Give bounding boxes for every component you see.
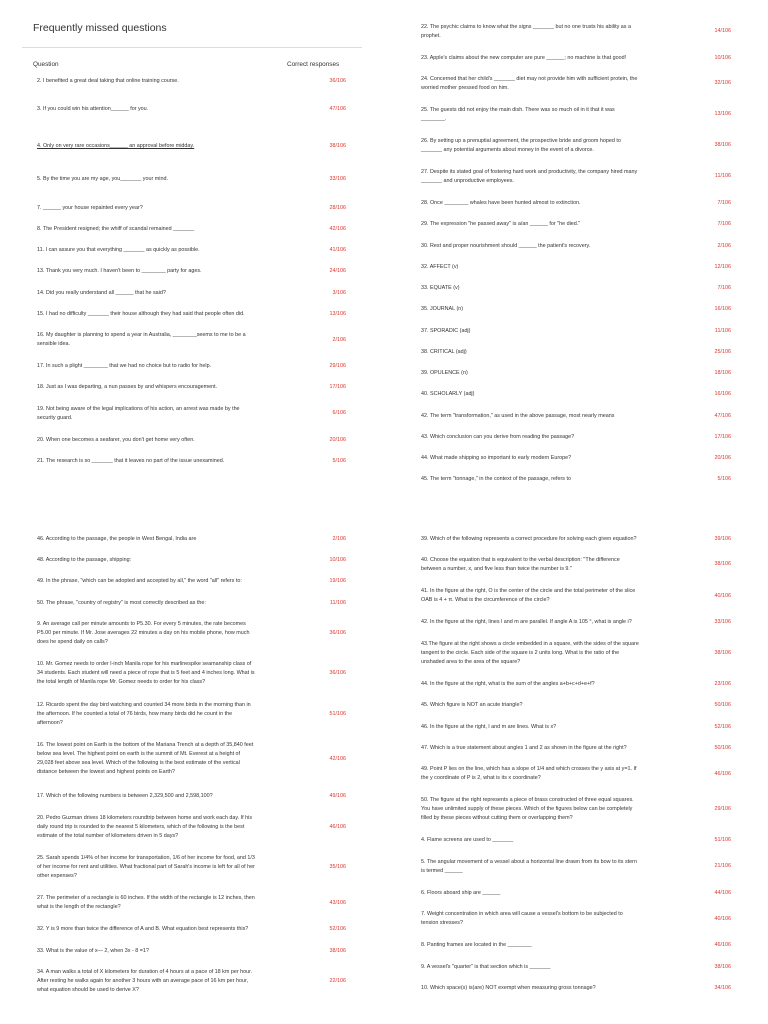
correct-response-count: 38/106 [714,561,731,567]
question-text: 50. The figure at the right represents a piece of brass constructed of three equal squares. You have unlimited supply of these pieces. Which of the figures below can be completely filled by these pieces without cutting them or overlapping them? [421,797,634,821]
correct-response-count: 52/106 [329,926,346,932]
question-text: 43.The figure at the right shows a circle embedded in a square, with the sides of the square tangent to the circle. Each side of the square is 2 units long. What is the ratio of the unshaded area to the area of the square? [421,641,639,665]
correct-response-count: 39/106 [714,536,731,542]
question-text: 7. ______ your house repainted every year? [37,205,143,211]
correct-response-count: 38/106 [714,964,731,970]
question-text: 40. SCHOLARLY (adj) [421,391,475,397]
question-text: 42. In the figure at the right, lines l and m are parallel. If angle A is 105 °, what is angle i? [421,619,632,625]
question-text: 26. By setting up a prenuptial agreement, the prospective bride and groom hoped to _______ any potential arguments about money in the event of a divorce. [421,138,621,153]
question-text: 20. Pedro Guzman drives 18 kilometers roundtrip between home and work each day. If his daily round trip is rounded to the nearest 5 kilometers, which of the following is the best estimate of the total number of kilometers driven in 5 days? [37,815,253,839]
correct-response-count: 33/106 [714,619,731,625]
correct-response-count: 18/106 [714,370,731,376]
question-text: 17. Which of the following numbers is between 2,329,500 and 2,598,100? [37,793,213,799]
correct-response-count: 50/106 [714,745,731,751]
correct-response-count: 40/106 [714,593,731,599]
question-text: 28. Once ________ whales have been hunted almost to extinction. [421,200,581,206]
question-text: 9. An average call per minute amounts to P5.30. For every 5 minutes, the rate becomes P5.00 per minute. If Mr. Jose averages 22 minutes a day on his mobile phone, how much does he spend daily on calls? [37,621,250,645]
question-text: 40. Choose the equation that is equivalent to the verbal description: "The difference between a number, x, and five less than twice the number is 9." [421,557,620,572]
correct-response-count: 6/106 [332,410,346,416]
question-text: 33. EQUATE (v) [421,285,460,291]
correct-response-count: 7/106 [717,285,731,291]
correct-response-count: 32/106 [714,80,731,86]
question-text: 25. The guests did not enjoy the main dish. There was so much oil in it that it was ________. [421,107,615,122]
correct-response-count: 13/106 [329,311,346,317]
question-text: 21. The research is so _______ that it leaves no part of the issue unexamined. [37,458,225,464]
correct-response-count: 38/106 [714,650,731,656]
correct-response-count: 29/106 [714,806,731,812]
question-text: 20. When one becomes a seafarer, you don't get home very often. [37,437,195,443]
correct-response-count: 34/106 [714,985,731,991]
correct-response-count: 29/106 [329,363,346,369]
correct-response-count: 24/106 [329,268,346,274]
question-text: 45. The term "tonnage," in the context of the passage, refers to [421,476,571,482]
correct-response-count: 14/106 [714,28,731,34]
question-text: 17. In such a plight ________ that we had no choice but to radio for help. [37,363,212,369]
correct-response-count: 50/106 [714,702,731,708]
correct-response-count: 47/106 [329,106,346,112]
correct-response-count: 51/106 [714,837,731,843]
correct-response-count: 36/106 [329,78,346,84]
correct-response-count: 25/106 [714,349,731,355]
correct-response-count: 28/106 [329,205,346,211]
question-text: 8. The President resigned; the whiff of scandal remained _______ [37,226,195,232]
correct-response-count: 21/106 [714,863,731,869]
question-text: 3. If you could win his attention______ for you. [37,106,149,112]
correct-response-count: 7/106 [717,221,731,227]
question-text: 35. JOURNAL (n) [421,306,464,312]
question-text: 19. Not being aware of the legal implications of his action, an arrest was made by the security guard. [37,406,240,421]
question-text: 27. The perimeter of a rectangle is 60 inches. If the width of the rectangle is 12 inches, then what is the length of the rectangle? [37,895,255,910]
correct-response-count: 38/106 [329,948,346,954]
question-text: 10. Mr. Gomez needs to order I-inch Manila rope for his marlinespike seamanship class of 34 students. Each student will need a piece of rope that is 5 feet and 4 inches long. What is the total length of Manila rope Mr. Gomez needs to order for his class? [37,661,255,685]
correct-response-count: 20/106 [714,455,731,461]
question-text: 6. Floors aboard ship are ______ [421,890,501,896]
correct-response-count: 11/106 [714,173,731,179]
correct-response-count: 46/106 [329,824,346,830]
correct-response-count: 38/106 [329,143,346,149]
correct-response-count: 41/106 [329,247,346,253]
question-text: 48. According to the passage, shipping: [37,557,132,563]
question-text: 49. Point P lies on the line, which has a slope of 1/4 and which crosses the y axis at y=1. If the y coordinate of P is 2, what is its x coordinate? [421,766,637,781]
question-text: 42. The term "transformation," as used in the above passage, most nearly means [421,413,615,419]
question-text: 38. CRITICAL (adj) [421,349,467,355]
question-text: 39. Which of the following represents a correct procedure for solving each given equation? [421,536,637,542]
question-text: 4. Only on very rare occasions______ an approval before midday. [37,143,195,149]
correct-response-count: 11/106 [714,328,731,334]
question-text: 8. Panting frames are located in the ________ [421,942,532,948]
question-text: 44. What made shipping so important to early modern Europe? [421,455,572,461]
question-text: 50. The phrase, "country of registry" is most correctly described as the: [37,600,206,606]
correct-response-count: 19/106 [329,578,346,584]
correct-response-count: 13/106 [714,111,731,117]
question-text: 13. Thank you very much. I haven't been to ________ party for ages. [37,268,202,274]
question-text: 29. The expression "he passed away" is a/an ______ for "he died." [421,221,581,227]
question-text: 43. Which conclusion can you derive from reading the passage? [421,434,575,440]
question-text: 16. My daughter is planning to spend a year in Australia, ________seems to me to be a sensible idea. [37,332,246,347]
correct-response-count: 12/106 [714,264,731,270]
question-text: 45. Which figure is NOT an acute triangle? [421,702,523,708]
question-text: 39. OPULENCE (n) [421,370,468,376]
correct-response-count: 40/106 [714,916,731,922]
question-text: 32. AFFECT (v) [421,264,459,270]
correct-response-count: 35/106 [329,864,346,870]
question-text: 9. A vessel's "quarter" is that section which is _______ [421,964,551,970]
correct-response-count: 16/106 [714,306,731,312]
question-text: 15. I had no difficulty _______ their house although they had said that people often did. [37,311,245,317]
correct-response-count: 52/106 [714,724,731,730]
correct-response-count: 17/106 [329,384,346,390]
question-text: 18. Just as I was departing, a nun passes by and whispers encouragement. [37,384,218,390]
question-text: 41. In the figure at the right, O is the center of the circle and the total perimeter of the slice OAB is 4 + π. What is the circumference of the circle? [421,588,636,603]
question-text: 7. Weight concentration in which area will cause a vessel's bottom to be subjected to tension stresses? [421,911,623,926]
correct-response-count: 33/106 [329,176,346,182]
question-text: 5. By the time you are my age, you_______ your mind. [37,176,168,182]
correct-response-count: 51/106 [329,711,346,717]
correct-response-count: 22/106 [329,978,346,984]
title-divider [22,47,362,48]
question-text: 12. Ricardo spent the day bird watching and counted 34 more birds in the morning than in the afternoon. If he counted a total of 76 birds, how many birds did he count in the afternoon? [37,702,251,726]
question-text: 10. Which space(s) is(are) NOT exempt when measuring gross tonnage? [421,985,596,991]
question-text: 37. SPORADIC (adj) [421,328,471,334]
question-text: 32. Y is 9 more than twice the difference of A and B. What equation best represents this? [37,926,249,932]
correct-response-count: 36/106 [329,630,346,636]
question-text: 47. Which is a true statement about angles 1 and 2 as shown in the figure at the right? [421,745,627,751]
correct-response-count: 46/106 [714,771,731,777]
correct-response-count: 11/106 [329,600,346,606]
question-text: 33. What is the value of x— 2, when 3x - 8 =1? [37,948,149,954]
question-text: 25. Sarah spends 1/4% of her income for transportation, 1/6 of her income for food, and 1/3 of her income for rent and utilities. What fractional part of Sarah's income is left for all of her other expenses? [37,855,255,879]
question-text: 27. Despite its stated goal of fostering hard work and productivity, the company hired many _______ and unproductive employees. [421,169,638,184]
correct-response-count: 5/106 [332,458,346,464]
question-text: 2. I benefited a great deal taking that online training course. [37,78,179,84]
correct-response-count: 23/106 [714,681,731,687]
correct-response-count: 42/106 [329,756,346,762]
question-text: 30. Rest and proper nourishment should ______ the patient's recovery. [421,243,591,249]
column-header-question: Question [33,61,59,68]
correct-response-count: 5/106 [717,476,731,482]
correct-response-count: 17/106 [714,434,731,440]
column-header-correct-responses: Correct responses [287,61,340,68]
correct-response-count: 7/106 [717,200,731,206]
question-text: 22. The psychic claims to know what the signs _______ but no one trusts his ability as a prophet. [421,24,631,39]
correct-response-count: 46/106 [714,942,731,948]
correct-response-count: 16/106 [714,391,731,397]
correct-response-count: 49/106 [329,793,346,799]
correct-response-count: 42/106 [329,226,346,232]
question-text: 44. In the figure at the right, what is the sum of the angles a+b+c+d+e+f? [421,681,595,687]
question-text: 34. A man walks a total of X kilometers for duration of 4 hours at a pace of 18 km per hour. After resting he walks again for another 3 hours with an average pace of 16 km per hour, what equation should be used to derive X? [37,969,253,993]
correct-response-count: 2/106 [332,536,346,542]
question-text: 5. The angular movement of a vessel about a horizontal line drawn from its bow to its stern is termed ______ [421,859,637,874]
correct-response-count: 36/106 [329,670,346,676]
correct-response-count: 2/106 [332,337,346,343]
correct-response-count: 44/106 [714,890,731,896]
page-title: Frequently missed questions [33,22,167,34]
correct-response-count: 10/106 [329,557,346,563]
correct-response-count: 43/106 [329,900,346,906]
correct-response-count: 3/106 [332,290,346,296]
question-text: 46. According to the passage, the people in West Bengal, India are [37,536,197,542]
correct-response-count: 47/106 [714,413,731,419]
correct-response-count: 10/106 [714,55,731,61]
correct-response-count: 38/106 [714,142,731,148]
question-text: 4. Flame screens are used to _______ [421,837,514,843]
question-text: 49. In the phrase, "which can be adopted and accepted by all," the word "all" refers to: [37,578,242,584]
question-text: 16. The lowest point on Earth is the bottom of the Mariana Trench at a depth of 35,840 feet below sea level. The highest point on earth is the summit of Mt. Everest at a height of 29,028 feet above sea level. Which of the following is the best estimate of the vertical distance between the lowest and highest points on Earth? [37,742,254,775]
question-text: 24. Concerned that her child's _______ diet may not provide him with sufficient protein, the worried mother pressed food on him. [421,76,638,91]
correct-response-count: 2/106 [717,243,731,249]
correct-response-count: 20/106 [329,437,346,443]
question-text: 46. In the figure at the right, l and m are lines. What is x? [421,724,557,730]
question-text: 23. Apple's claims about the new computer are pure ______; no machine is that good! [421,55,627,61]
question-text: 14. Did you really understand all ______ that he said? [37,290,166,296]
question-text: 11. I can assure you that everything _______ as quickly as possible. [37,247,200,253]
